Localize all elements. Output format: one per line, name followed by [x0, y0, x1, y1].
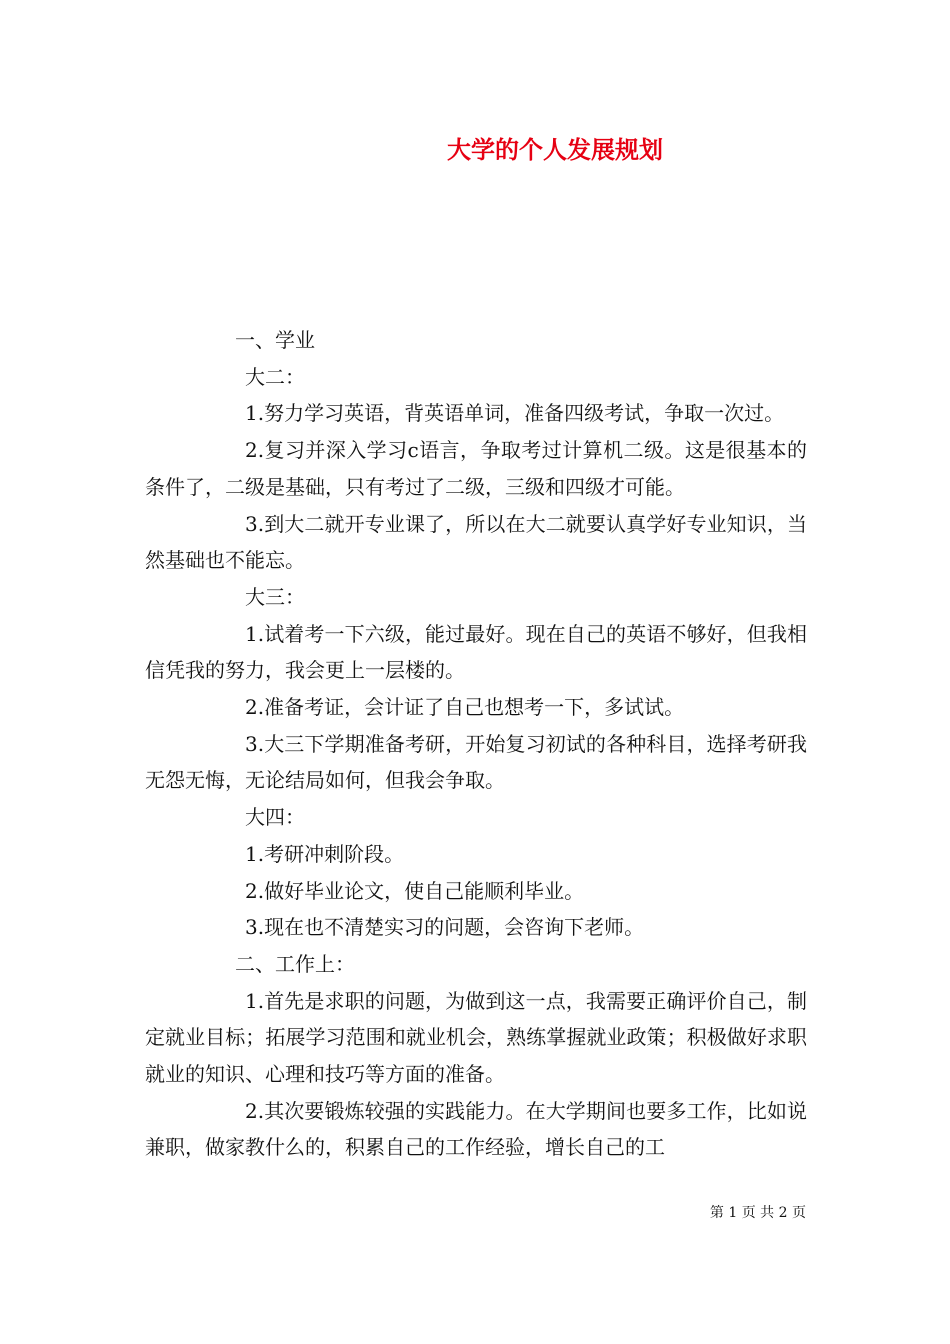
- page-number: 第 1 页 共 2 页: [709, 1205, 806, 1221]
- subsection-heading: 大三：: [245, 584, 305, 609]
- subsection-heading: 大四：: [245, 805, 305, 830]
- section-heading: 二、工作上：: [235, 951, 355, 976]
- subsection-heading: 大二：: [245, 364, 305, 389]
- section-heading: 一、学业: [235, 328, 315, 352]
- list-item: 2.做好毕业论文，使自己能顺利毕业。: [245, 878, 585, 903]
- list-item: 2.复习并深入学习c语言，争取考过计算机二级。这是很基本的条件了，二级是基础，只有考过了二级，三级和四级才可能。: [145, 438, 807, 499]
- list-item: 1.首先是求职的问题，为做到这一点，我需要正确评价自己，制定就业目标；拓展学习范围和就业机会，熟练掌握就业政策；积极做好求职就业的知识、心理和技巧等方面的准备。: [145, 988, 807, 1087]
- list-item: 3.到大二就开专业课了，所以在大二就要认真学好专业知识，当然基础也不能忘。: [145, 511, 807, 573]
- list-item: 1.考研冲刺阶段。: [245, 841, 405, 866]
- list-item: 3.现在也不清楚实习的问题，会咨询下老师。: [245, 915, 645, 940]
- document-body: [145, 322, 807, 1166]
- page-title: 大学的个人发展规划: [447, 135, 663, 164]
- list-item: 1.努力学习英语，背英语单词，准备四级考试，争取一次过。: [245, 401, 785, 426]
- list-item: 3.大三下学期准备考研，开始复习初试的各种科目，选择考研我无怨无悔，无论结局如何，但我会争取。: [145, 731, 807, 793]
- list-item: 2.准备考证，会计证了自己也想考一下，多试试。: [245, 695, 685, 720]
- list-item: 1.试着考一下六级，能过最好。现在自己的英语不够好，但我相信凭我的努力，我会更上一层楼的。: [145, 621, 807, 683]
- list-item: 2.其次要锻炼较强的实践能力。在大学期间也要多工作，比如说兼职，做家教什么的，积累自己的工作经验，增长自己的工: [145, 1098, 807, 1160]
